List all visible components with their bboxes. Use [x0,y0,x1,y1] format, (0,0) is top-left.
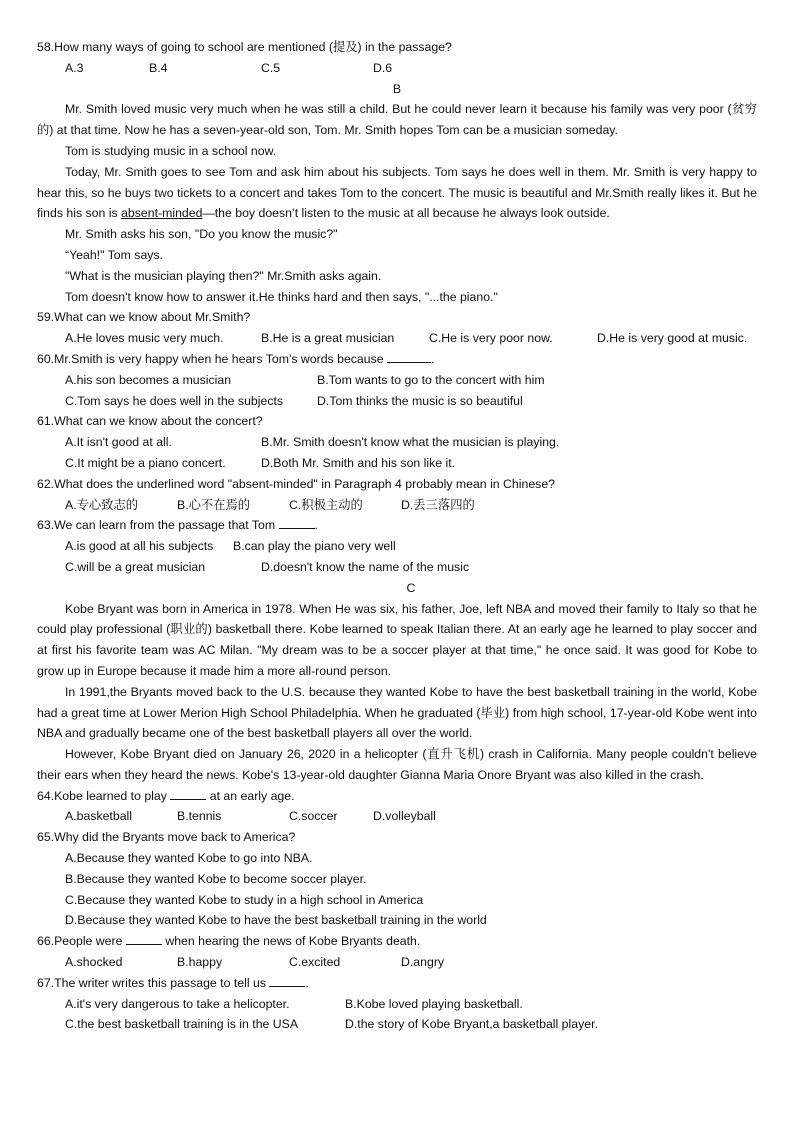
option-61-b: B.Mr. Smith doesn't know what the musician is playing. [261,435,560,450]
question-63-text: 63.We can learn from the passage that Tom [37,518,276,533]
option-62-d: D.丢三落四的 [401,497,475,512]
passage-c-paragraph-3: However, Kobe Bryant died on January 26, 2020 in a helicopter (直升飞机) crash in California. Many people couldn't believe their ears when they heard the news. Kobe's 13-year-old daughter Gianna Maria Onore Bryant was also killed in the crash. [37,747,757,782]
question-59-stem: 59.What can we know about Mr.Smith? [37,310,251,325]
underlined-word-absent-minded: absent-minded [121,206,203,221]
option-62-b: B.心不在焉的 [177,497,251,512]
worksheet-page [37,37,757,1035]
option-58-d: D.6 [373,60,393,75]
answer-blank [269,973,305,987]
question-58-stem: 58.How many ways of going to school are mentioned (提及) in the passage? [37,40,452,54]
option-59-b: B.He is a great musician [261,331,395,346]
answer-blank [170,786,206,800]
option-61-c: C.It might be a piano concert. [65,455,226,470]
question-64-stem [37,786,757,807]
passage-c-heading: C [406,580,416,595]
option-63-a: A.is good at all his subjects [65,539,214,554]
paragraph-3-text-after: —the boy doesn’t listen to the music at all because he always look outside. [202,206,610,221]
answer-blank [279,515,315,529]
option-63-b: B.can play the piano very well [233,539,396,554]
option-67-c: C.the best basketball training is in the USA [65,1017,299,1032]
option-61-a: A.It isn't good at all. [65,435,172,450]
question-59-options [37,328,757,349]
question-67-end: . [305,975,309,990]
option-60-c: C.Tom says he does well in the subjects [65,393,284,408]
option-65-d: D.Because they wanted Kobe to have the best basketball training in the world [65,913,487,928]
question-64-end: at an early age. [209,788,295,803]
question-60-options-row-1 [37,370,757,391]
question-61-options-row-1 [37,432,757,453]
passage-b-heading: B [392,81,402,96]
option-58-b: B.4 [149,60,168,75]
question-60-stem [37,349,757,370]
option-64-a: A.basketball [65,809,132,824]
passage-b-paragraph-7: Tom doesn't know how to answer it.He thinks hard and then says, "...the piano." [65,289,498,304]
option-58-c: C.5 [261,60,281,75]
question-67-options-row-2 [37,1014,757,1035]
option-65-a: A.Because they wanted Kobe to go into NBA. [65,851,313,866]
passage-b-paragraph-5: “Yeah!" Tom says. [65,247,164,262]
question-60-text: 60.Mr.Smith is very happy when he hears Tom's words because [37,351,384,366]
option-67-b: B.Kobe loved playing basketball. [345,996,523,1011]
option-62-a: A.专心致志的 [65,497,139,512]
option-60-d: D.Tom thinks the music is so beautiful [317,393,523,408]
option-64-b: B.tennis [177,809,222,824]
passage-b-paragraph-1: Mr. Smith loved music very much when he was still a child. But he could never learn it because his family was very poor (贫穷的) at that time. Now he has a seven-year-old son, Tom. Mr. Smith hopes Tom can be a musician someday. [37,102,757,138]
question-58-options [37,58,757,79]
question-63-end: . [314,518,318,533]
answer-blank [387,349,431,363]
question-67-stem [37,973,757,994]
option-62-c: C.积极主动的 [289,497,363,512]
question-63-options-row-1 [37,536,757,557]
passage-b-paragraph-2: Tom is studying music in a school now. [65,143,277,158]
option-67-d: D.the story of Kobe Bryant,a basketball player. [345,1017,598,1032]
option-60-a: A.his son becomes a musician [65,372,232,387]
option-59-a: A.He loves music very much. [65,331,224,346]
option-66-b: B.happy [177,955,223,970]
option-63-c: C.will be a great musician [65,559,206,574]
option-61-d: D.Both Mr. Smith and his son like it. [261,455,456,470]
question-63-stem [37,515,757,536]
option-59-d: D.He is very good at music. [597,331,748,346]
question-66-end: when hearing the news of Kobe Bryants death. [165,934,421,949]
question-67-text: 67.The writer writes this passage to tell us [37,975,266,990]
option-66-a: A.shocked [65,955,123,970]
question-67-options-row-1 [37,994,757,1015]
passage-c-paragraph-2: In 1991,the Bryants moved back to the U.S. because they wanted Kobe to have the best basketball training in the world, Kobe had a great time at Lower Merion High School Philadelphia. When he graduated (毕业) from high school, 17-year-old Kobe went into NBA and gradually became one of the best basketball players all over the world. [37,684,757,741]
question-66-stem [37,931,757,952]
question-61-stem: 61.What can we know about the concert? [37,414,263,429]
passage-c-paragraph-1: Kobe Bryant was born in America in 1978. When He was six, his father, Joe, left NBA and moved their family to Italy so that he could play professional (职业的) basketball there. Kobe learned to speak Italian there. At an early age he learned to play soccer and at first his favorite team was AC Milan. "My dream was to be a soccer player at that time," he once said. It was good for Kobe to grow up in Europe because it made him a more all-round person. [37,601,757,678]
option-60-b: B.Tom wants to go to the concert with him [317,372,545,387]
option-64-c: C.soccer [289,809,338,824]
question-64-text: 64.Kobe learned to play [37,788,167,803]
question-60-options-row-2 [37,391,757,412]
question-66-options [37,952,757,973]
question-65-stem: 65.Why did the Bryants move back to America? [37,830,296,845]
option-66-d: D.angry [401,955,445,970]
option-65-b: B.Because they wanted Kobe to become soccer player. [65,871,367,886]
question-62-stem: 62.What does the underlined word "absent-minded" in Paragraph 4 probably mean in Chinese? [37,476,556,491]
option-66-c: C.excited [289,955,341,970]
option-59-c: C.He is very poor now. [429,331,553,346]
option-64-d: D.volleyball [373,809,436,824]
passage-b-paragraph-4: Mr. Smith asks his son, "Do you know the music?" [65,227,338,242]
paragraph-3-text-before: Today, Mr. Smith goes to see Tom and ask him about his subjects. Tom says he does well in them. Mr. Smith is very happy to hear this, so he buys two tickets to a concert and takes Tom to the concert. The music is beautiful and Mr.Smith really likes it. But he finds his son is [37,164,757,221]
question-66-text: 66.People were [37,934,123,949]
question-64-options [37,806,757,827]
passage-b-paragraph-3 [37,162,757,224]
answer-blank [126,931,162,945]
option-67-a: A.it's very dangerous to take a helicopter. [65,996,290,1011]
question-60-end: . [431,351,435,366]
option-63-d: D.doesn't know the name of the music [261,559,470,574]
option-65-c: C.Because they wanted Kobe to study in a high school in America [65,892,424,907]
question-62-options [37,495,757,516]
question-61-options-row-2 [37,453,757,474]
option-58-a: A.3 [65,60,84,75]
passage-b-paragraph-6: "What is the musician playing then?" Mr.Smith asks again. [65,268,382,283]
question-63-options-row-2 [37,557,757,578]
